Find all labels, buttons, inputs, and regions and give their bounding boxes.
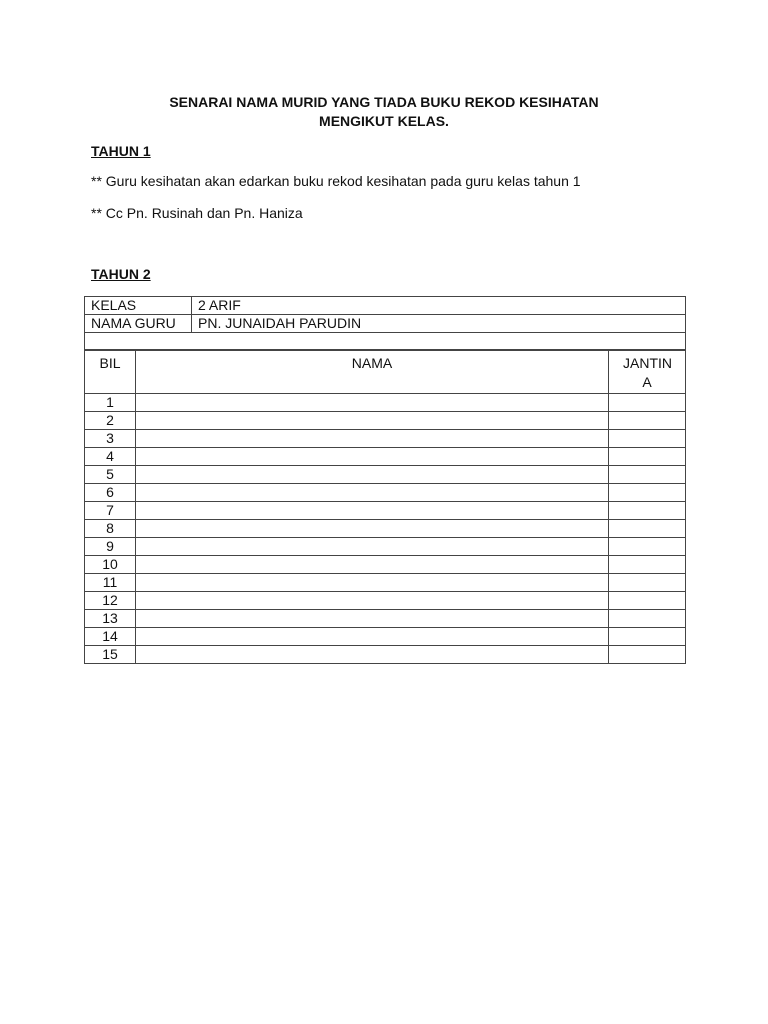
table-row xyxy=(85,628,686,646)
row-gender-cell xyxy=(609,646,686,664)
row-name-cell xyxy=(136,448,609,466)
row-gender-cell xyxy=(609,412,686,430)
table-row xyxy=(85,574,686,592)
row-gender-cell xyxy=(609,502,686,520)
row-number: 13 xyxy=(85,610,136,628)
title-line-1: SENARAI NAMA MURID YANG TIADA BUKU REKOD KESIHATAN xyxy=(169,94,599,110)
table-row xyxy=(85,538,686,556)
guru-value: PN. JUNAIDAH PARUDIN xyxy=(192,315,686,333)
row-name-cell xyxy=(136,502,609,520)
table-row xyxy=(85,502,686,520)
title-line-2: MENGIKUT KELAS. xyxy=(319,113,449,129)
guru-label: NAMA GURU xyxy=(85,315,192,333)
document-title xyxy=(84,93,684,131)
row-gender-cell xyxy=(609,394,686,412)
student-list-table xyxy=(84,350,686,664)
table-row xyxy=(85,592,686,610)
row-name-cell xyxy=(136,412,609,430)
row-name-cell xyxy=(136,466,609,484)
row-name-cell xyxy=(136,592,609,610)
note-guru-kesihatan: ** Guru kesihatan akan edarkan buku rekod kesihatan pada guru kelas tahun 1 xyxy=(91,173,581,189)
row-number: 3 xyxy=(85,430,136,448)
row-number: 8 xyxy=(85,520,136,538)
student-table-body xyxy=(85,394,686,664)
row-name-cell xyxy=(136,484,609,502)
table-row xyxy=(85,412,686,430)
row-gender-cell xyxy=(609,574,686,592)
row-name-cell xyxy=(136,394,609,412)
row-gender-cell xyxy=(609,556,686,574)
class-info-table xyxy=(84,296,686,350)
row-name-cell xyxy=(136,538,609,556)
table-row xyxy=(85,646,686,664)
section-heading-tahun-1: TAHUN 1 xyxy=(91,143,151,159)
row-name-cell xyxy=(136,574,609,592)
row-number: 6 xyxy=(85,484,136,502)
row-name-cell xyxy=(136,556,609,574)
row-name-cell xyxy=(136,430,609,448)
row-name-cell xyxy=(136,628,609,646)
info-spacer-row xyxy=(85,333,686,350)
info-row-guru xyxy=(85,315,686,333)
info-row-kelas xyxy=(85,297,686,315)
row-number: 10 xyxy=(85,556,136,574)
row-number: 9 xyxy=(85,538,136,556)
kelas-value: 2 ARIF xyxy=(192,297,686,315)
row-number: 5 xyxy=(85,466,136,484)
row-number: 12 xyxy=(85,592,136,610)
kelas-label: KELAS xyxy=(85,297,192,315)
row-gender-cell xyxy=(609,628,686,646)
row-name-cell xyxy=(136,520,609,538)
row-name-cell xyxy=(136,646,609,664)
row-number: 14 xyxy=(85,628,136,646)
row-gender-cell xyxy=(609,448,686,466)
row-gender-cell xyxy=(609,538,686,556)
row-number: 4 xyxy=(85,448,136,466)
row-gender-cell xyxy=(609,466,686,484)
row-number: 2 xyxy=(85,412,136,430)
row-gender-cell xyxy=(609,592,686,610)
table-row xyxy=(85,610,686,628)
header-bil: BIL xyxy=(85,351,136,394)
row-number: 7 xyxy=(85,502,136,520)
table-row xyxy=(85,448,686,466)
row-name-cell xyxy=(136,610,609,628)
spacer-cell xyxy=(85,333,686,350)
row-gender-cell xyxy=(609,520,686,538)
header-nama: NAMA xyxy=(136,351,609,394)
table-row xyxy=(85,430,686,448)
row-number: 1 xyxy=(85,394,136,412)
row-gender-cell xyxy=(609,610,686,628)
table-row xyxy=(85,466,686,484)
table-row xyxy=(85,556,686,574)
row-gender-cell xyxy=(609,430,686,448)
student-table-header xyxy=(85,351,686,394)
header-jantina: JANTIN A xyxy=(609,351,686,394)
row-gender-cell xyxy=(609,484,686,502)
table-row xyxy=(85,520,686,538)
row-number: 11 xyxy=(85,574,136,592)
section-heading-tahun-2: TAHUN 2 xyxy=(91,266,151,282)
table-row xyxy=(85,394,686,412)
row-number: 15 xyxy=(85,646,136,664)
table-row xyxy=(85,484,686,502)
note-cc: ** Cc Pn. Rusinah dan Pn. Haniza xyxy=(91,205,303,221)
